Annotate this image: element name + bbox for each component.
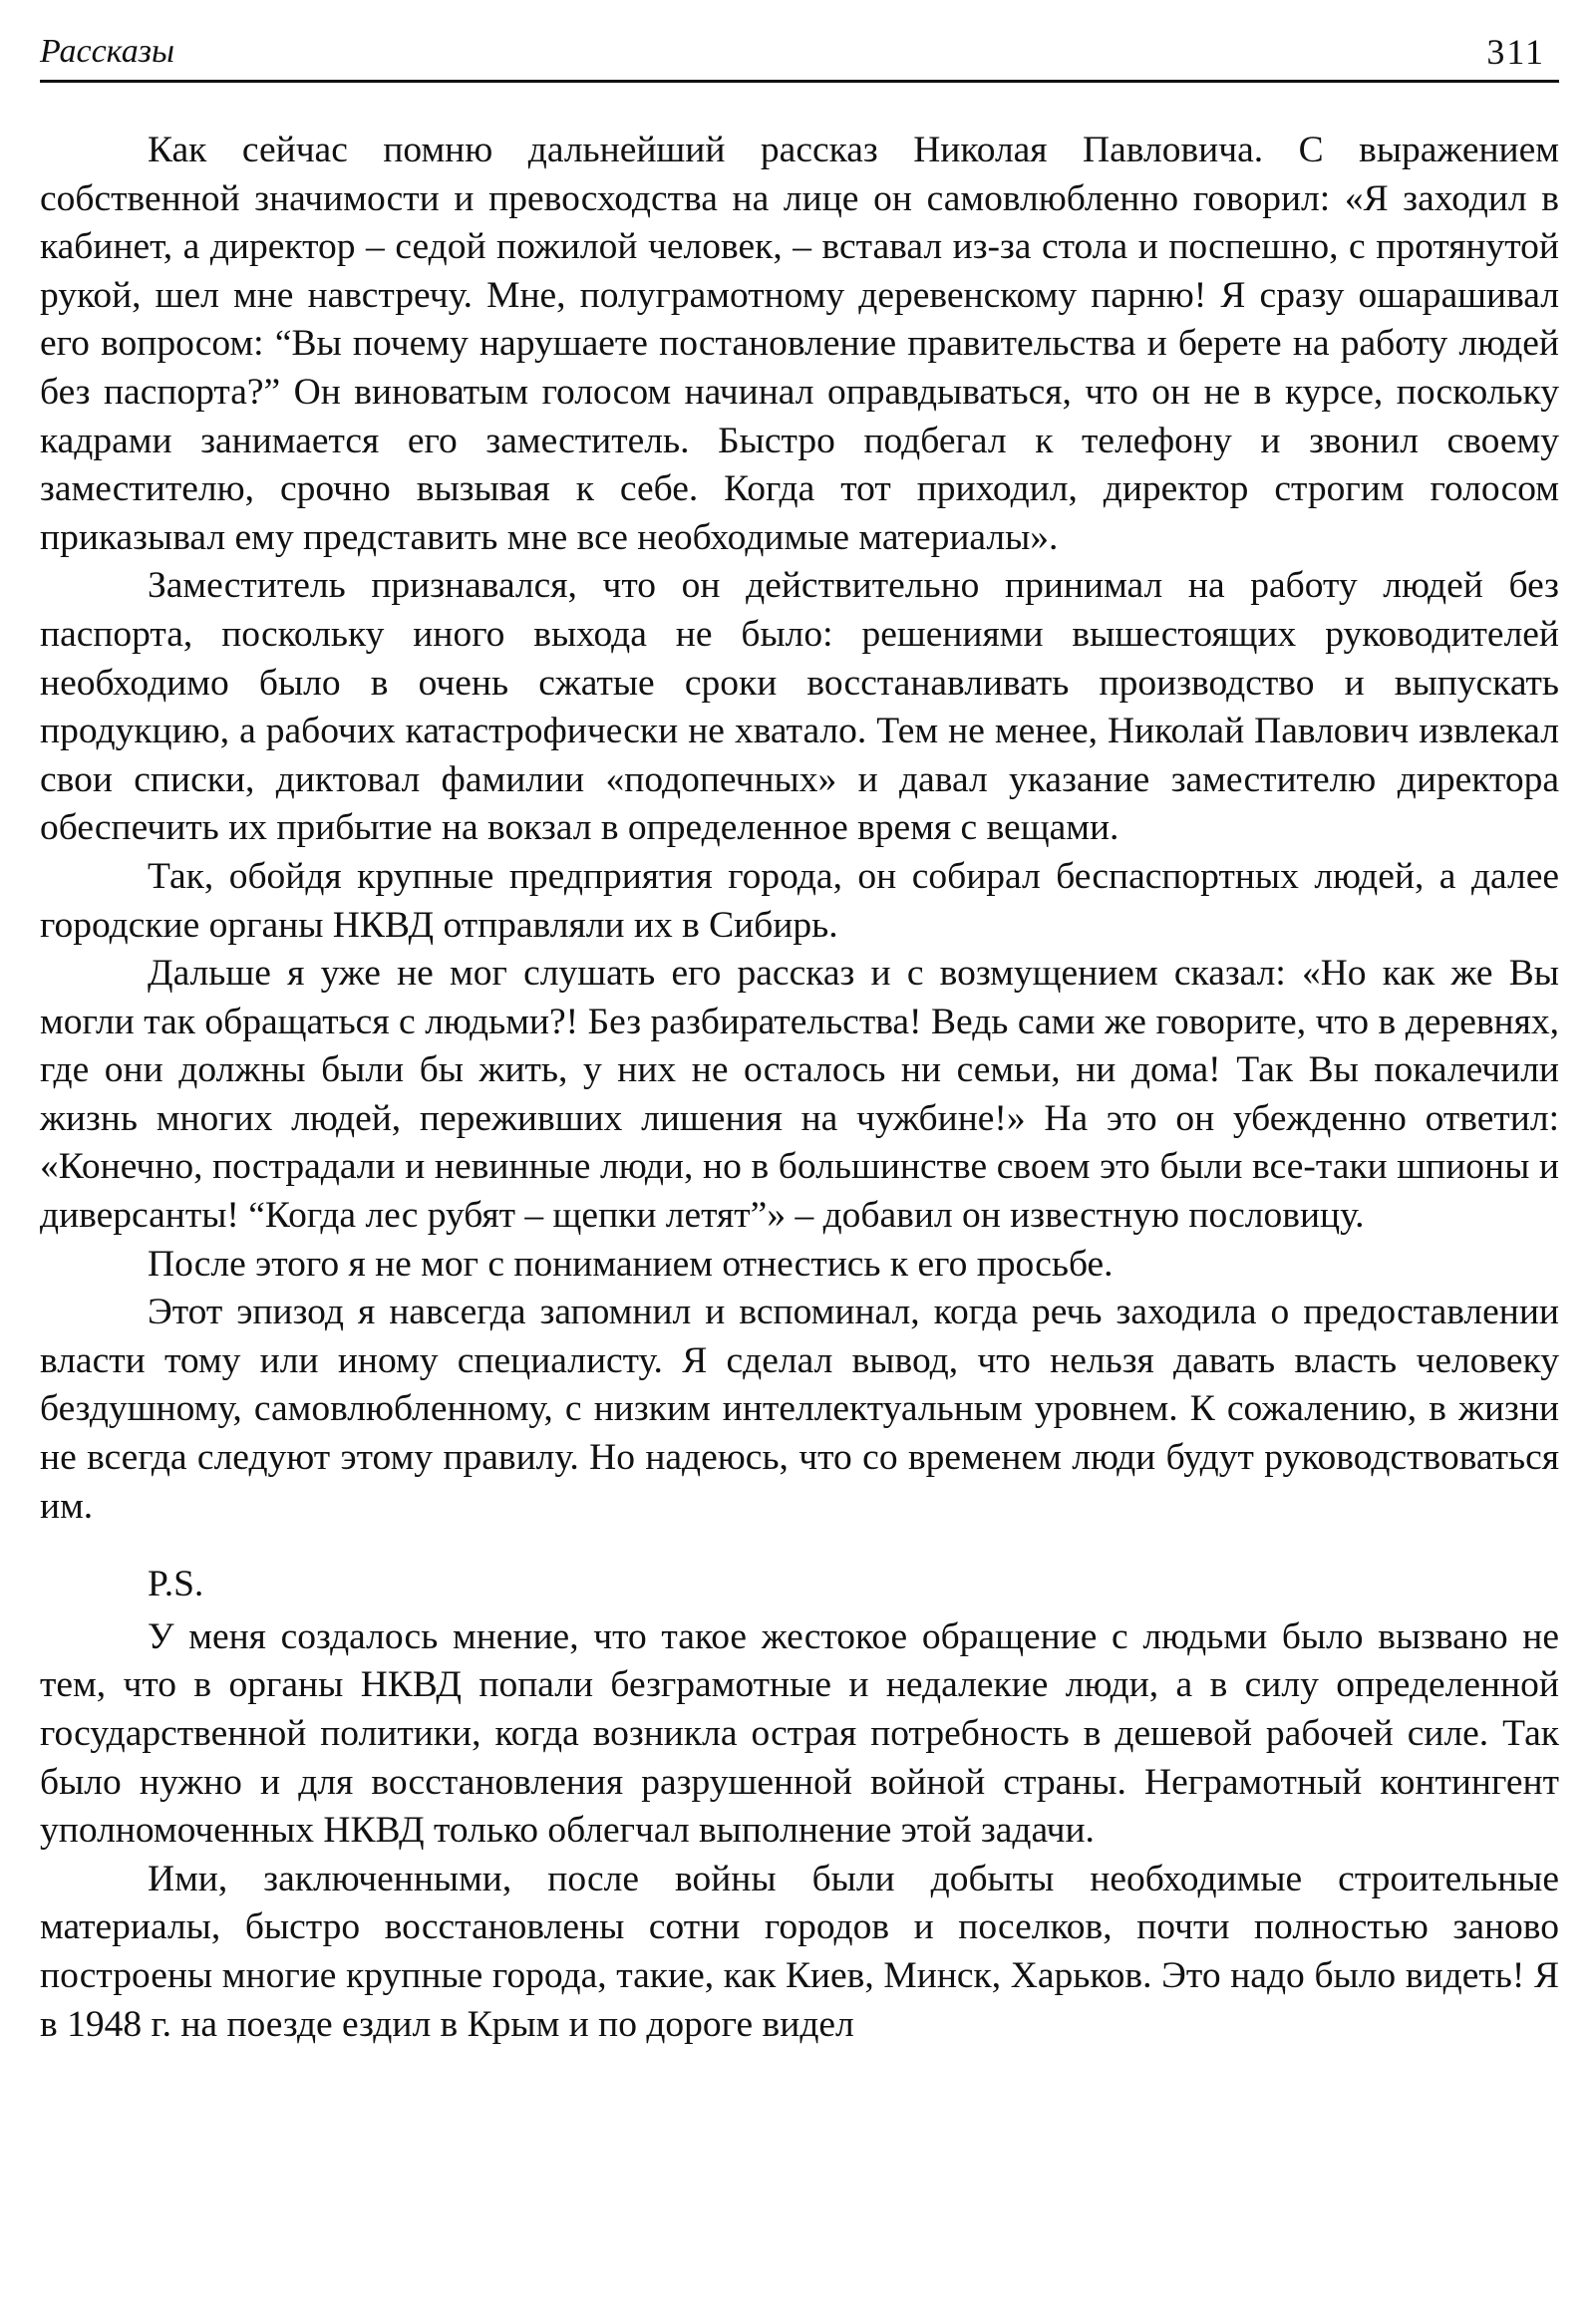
postscript-label: P.S. <box>148 1564 204 1605</box>
running-head <box>40 28 1559 83</box>
paragraph: Заместитель признавался, что он действительно принимал на работу людей без паспорта, поскольку иного выхода не было: решениями вышестоящих руководителей необходимо было в очень сжатые сроки восстанавливать производство и выпускать продукцию, а рабочих катастрофически не хватало. Тем не менее, Николай Павлович извлекал свои списки, диктовал фамилии «подопечных» и давал указание заместителю директора обеспечить их прибытие на вокзал в определенное время с вещами. <box>40 565 1559 849</box>
paragraph: Так, обойдя крупные предприятия города, он собирал беспаспортных людей, а далее городские органы НКВД отправляли их в Сибирь. <box>40 855 1559 946</box>
paragraph: Как сейчас помню дальнейший рассказ Николая Павловича. С выражением собственной значимости и превосходства на лице он самовлюбленно говорил: «Я заходил в кабинет, а директор – седой пожилой человек, – вставал из-за стола и поспешно, с протянутой рукой, шел мне навстречу. Мне, полуграмотному деревенскому парню! Я сразу ошарашивал его вопросом: “Вы почему нарушаете постановление правительства и берете на работу людей без паспорта?” Он виноватым голосом начинал оправдываться, что он не в курсе, поскольку кадрами занимается его заместитель. Быстро подбегал к телефону и звонил своему заместителю, срочно вызывая к себе. Когда тот приходил, директор строгим голосом приказывал ему представить мне все необходимые материалы». <box>40 130 1559 558</box>
postscript-paragraph: Ими, заключенными, после войны были добыты необходимые строительные материалы, быстро восстановлены сотни городов и поселков, почти полностью заново построены многие крупные города, такие, как Киев, Минск, Харьков. Это надо было видеть! Я в 1948 г. на поезде ездил в Крым и по дороге видел <box>40 1858 1559 2045</box>
paragraph: Этот эпизод я навсегда запомнил и вспоминал, когда речь заходила о предоставлении власти тому или иному специалисту. Я сделал вывод, что нельзя давать власть человеку бездушному, самовлюбленному, с низким интеллектуальным уровнем. К сожалению, в жизни не всегда следуют этому правилу. Но надеюсь, что со временем люди будут руководствоваться им. <box>40 1292 1559 1527</box>
postscript-paragraph: У меня создалось мнение, что такое жестокое обращение с людьми было вызвано не тем, что в органы НКВД попали безграмотные и недалекие люди, а в силу определенной государственной политики, когда возникла острая потребность в дешевой рабочей силе. Так было нужно и для восстановления разрушенной войной страны. Неграмотный контингент уполномоченных НКВД только облегчал выполнение этой задачи. <box>40 1615 1559 1852</box>
book-page <box>40 28 1559 2300</box>
paragraph: Дальше я уже не мог слушать его рассказ и с возмущением сказал: «Но как же Вы могли так обращаться с людьми?! Без разбирательства! Ведь сами же говорите, что в деревнях, где они должны были бы жить, у них не осталось ни семьи, ни дома! Так Вы покалечили жизнь многих людей, переживших лишения на чужбине!» На это он убежденно ответил: «Конечно, пострадали и невинные люди, но в большинстве своем это были все-таки шпионы и диверсанты! “Когда лес рубят – щепки летят”» – добавил он известную пословицу. <box>40 953 1559 1237</box>
section-title: Рассказы <box>40 33 175 70</box>
paragraph: После этого я не мог с пониманием отнестись к его просьбе. <box>148 1243 1114 1285</box>
body-text <box>40 127 1559 2049</box>
page-number: 311 <box>1486 32 1545 72</box>
